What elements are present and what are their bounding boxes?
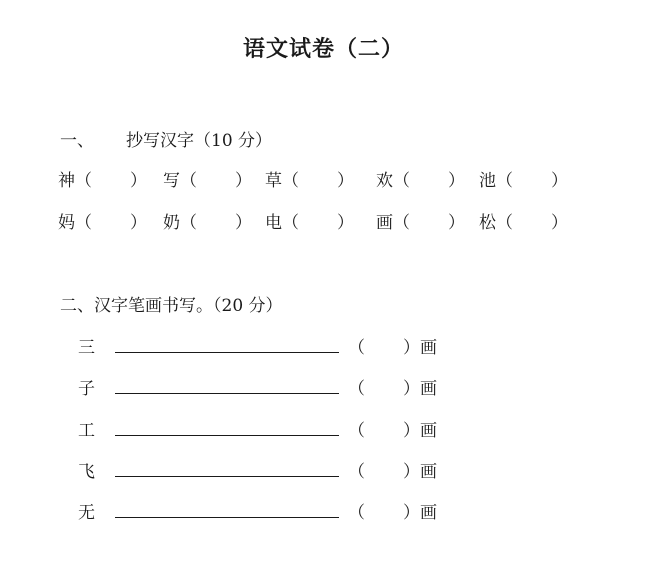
stroke-count: （ ）画 xyxy=(348,503,437,523)
char-item: 妈（ ） xyxy=(58,213,147,233)
char-label: 奶 xyxy=(163,213,180,233)
char-label: 草 xyxy=(265,171,282,191)
stroke-row xyxy=(78,457,478,483)
char-item: 奶（ ） xyxy=(163,213,252,233)
stroke-count: （ ）画 xyxy=(348,462,437,482)
char-item: 草（ ） xyxy=(265,171,354,191)
writing-line[interactable] xyxy=(115,352,339,353)
section-1-title: 抄写汉字（10 分） xyxy=(126,131,273,151)
char-label: 欢 xyxy=(376,171,393,191)
writing-line[interactable] xyxy=(115,435,339,436)
char-label: 松 xyxy=(479,213,496,233)
char-label: 画 xyxy=(376,213,393,233)
stroke-unit: 画 xyxy=(420,379,437,399)
stroke-unit: 画 xyxy=(420,338,437,358)
section-1-number: 一、 xyxy=(60,131,94,151)
char-label: 神 xyxy=(58,171,75,191)
char-item: 画（ ） xyxy=(376,213,465,233)
char-label: 妈 xyxy=(58,213,75,233)
stroke-row xyxy=(78,498,478,524)
stroke-row xyxy=(78,333,478,359)
stroke-char: 工 xyxy=(78,421,95,441)
char-label: 电 xyxy=(265,213,282,233)
char-item: 池（ ） xyxy=(479,171,568,191)
stroke-row xyxy=(78,374,478,400)
char-item: 神（ ） xyxy=(58,171,147,191)
char-item: 松（ ） xyxy=(479,213,568,233)
stroke-count: （ ）画 xyxy=(348,421,437,441)
section-2-heading: 二、汉字笔画书写。（20 分） xyxy=(60,296,283,316)
stroke-char: 三 xyxy=(78,338,95,358)
stroke-unit: 画 xyxy=(420,421,437,441)
stroke-unit: 画 xyxy=(420,503,437,523)
stroke-char: 飞 xyxy=(78,462,95,482)
stroke-count: （ ）画 xyxy=(348,338,437,358)
stroke-char: 子 xyxy=(78,379,95,399)
writing-line[interactable] xyxy=(115,393,339,394)
section-1-heading xyxy=(60,126,272,151)
stroke-row xyxy=(78,416,478,442)
char-label: 池 xyxy=(479,171,496,191)
char-item: 欢（ ） xyxy=(376,171,465,191)
char-item: 电（ ） xyxy=(265,213,354,233)
writing-line[interactable] xyxy=(115,517,339,518)
stroke-char: 无 xyxy=(78,503,95,523)
char-label: 写 xyxy=(163,171,180,191)
stroke-count: （ ）画 xyxy=(348,379,437,399)
writing-line[interactable] xyxy=(115,476,339,477)
page-title: 语文试卷（二） xyxy=(242,36,404,62)
char-item: 写（ ） xyxy=(163,171,252,191)
stroke-unit: 画 xyxy=(420,462,437,482)
